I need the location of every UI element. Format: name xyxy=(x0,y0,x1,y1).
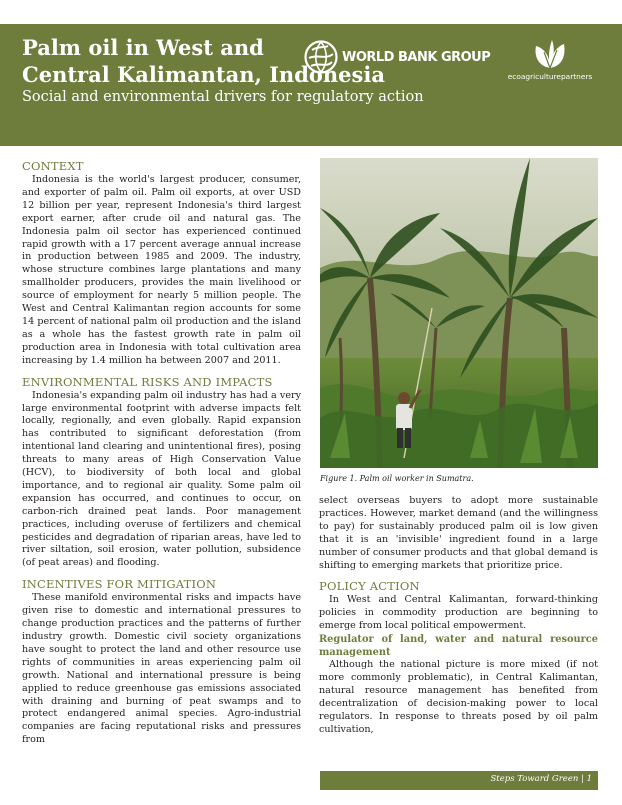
globe-icon xyxy=(304,40,338,74)
right-column xyxy=(319,495,598,737)
incentives-paragraph: These manifold environmental risks and impacts have given rise to domestic and international pressures to change production practices and the patterns of further industry growth. Domestic civil society organizations have sought to protect the land and other resource use rights of communities in areas experiencing palm oil growth. National and international pressure is being applied to reduce greenhouse gas emissions associated with draining and burning of peat swamps and to protect endangered animal species. Agro-industrial companies are facing reputational risks and pressures from xyxy=(22,592,301,746)
title-line-1: Palm oil in West and xyxy=(22,35,264,60)
left-column xyxy=(22,159,301,747)
world-bank-wordmark: WORLD BANK GROUP xyxy=(342,49,491,65)
ecoagriculture-wordmark: ecoagriculturepartners xyxy=(507,72,593,81)
context-heading: CONTEXT xyxy=(22,159,84,173)
context-paragraph: Indonesia is the world's largest producer, consumer, and exporter of palm oil. Palm oil exports, at over USD 12 billion per year, represent Indonesia's third largest export earner, after crude oil and natural gas. The Indonesia palm oil sector has experienced continued rapid growth with a 17 percent average annual increase in production between 1985 and 2009. The industry, whose structure combines large plantations and many smallholder producers, provides the main livelihood or source of employment for nearly 5 million people. The West and Central Kalimantan region accounts for some 14 percent of national palm oil production and the island as a whole has the fastest growth rate in palm oil production area in Indonesia with total cultivation area increasing by 1.4 million ha between 2007 and 2011. xyxy=(22,174,301,366)
incentives-continuation: select overseas buyers to adopt more sustainable practices. However, market demand (and the willingness to pay) for sustainably produced palm oil is low given that it is an 'invisible' ingredient found in a large number of consumer products and that global demand is shifting to emerging markets that prioritize price. xyxy=(319,495,598,571)
world-bank-logo xyxy=(304,40,490,74)
page-subtitle: Social and environmental drivers for regulatory action xyxy=(22,89,424,105)
ecoagriculture-logo xyxy=(494,38,606,81)
policy-paragraph: In West and Central Kalimantan, forward-thinking policies in commodity production are beginning to emerge from local political empowerment. xyxy=(319,594,598,632)
policy-subheading: Regulator of land, water and natural resource management xyxy=(319,634,598,659)
environmental-heading: ENVIRONMENTAL RISKS AND IMPACTS xyxy=(22,374,273,389)
footer-bar xyxy=(320,771,598,790)
policy-paragraph-2: Although the national picture is more mixed (if not more commonly problematic), in Central Kalimantan, natural resource management has benefited from decentralization of decision-making power to local regulators. In response to threats posed by oil palm cultivation, xyxy=(319,659,598,735)
policy-heading: POLICY ACTION xyxy=(319,579,420,594)
figure-caption: Figure 1. Palm oil worker in Sumatra. xyxy=(320,474,474,483)
title-line-2: Central Kalimantan, Indonesia xyxy=(22,62,385,87)
incentives-heading: INCENTIVES FOR MITIGATION xyxy=(22,577,217,592)
footer-text: Steps Toward Green | 1 xyxy=(490,774,592,784)
environmental-paragraph: Indonesia's expanding palm oil industry has had a very large environmental footprint with adverse impacts felt locally, regionally, and even globally. Rapid expansion has contributed to significant deforestation (from intentional land clearing and unintentional fires), posing threats to many areas of High Conservation Value (HCV), to biodiversity of both local and global importance, and to regional air quality. Some palm oil expansion has occurred, and continues to occur, on carbon-rich drained peat lands. Poor management practices, including overuse of fertilizers and chemical pesticides and degradation of riparian areas, have led to river siltation, soil erosion, water pollution, subsidence (of peat areas) and flooding. xyxy=(22,389,301,569)
leaf-icon xyxy=(530,38,570,70)
palm-oil-worker-photo xyxy=(320,158,598,468)
